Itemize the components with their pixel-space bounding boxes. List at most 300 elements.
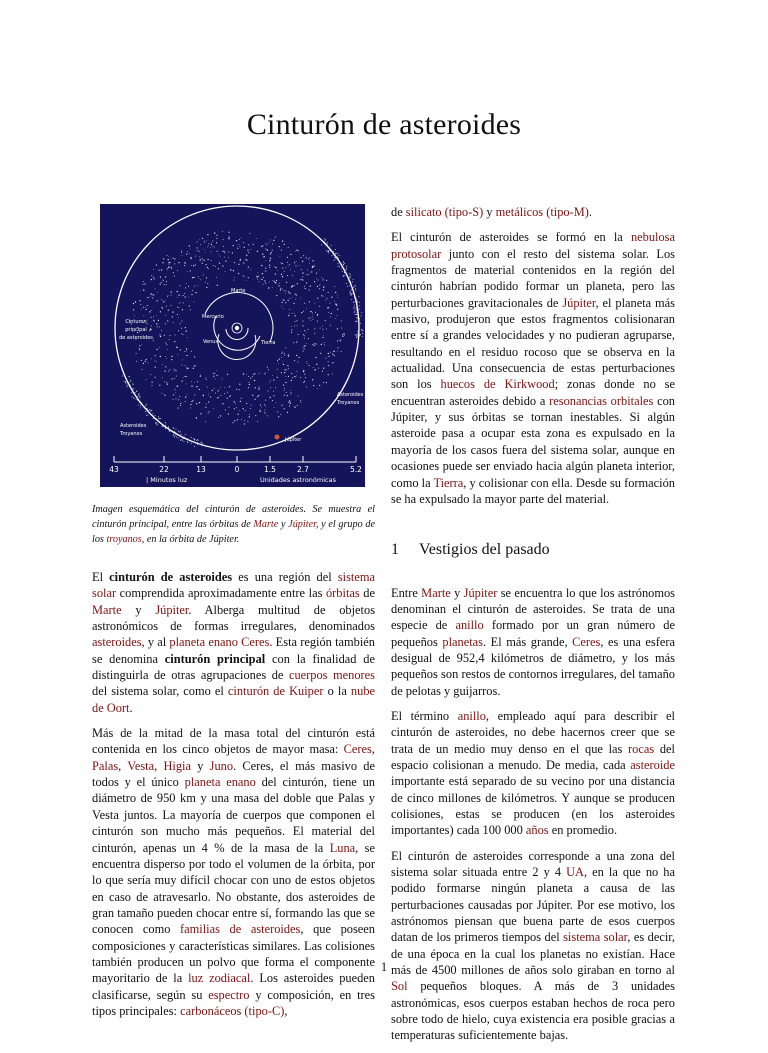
trojan-dot xyxy=(347,286,348,287)
asteroid-dot xyxy=(340,340,341,341)
asteroid-dot xyxy=(196,417,197,418)
asteroid-dot xyxy=(216,238,217,239)
asteroid-dot xyxy=(305,345,306,346)
asteroid-dot xyxy=(191,381,192,382)
asteroid-dot xyxy=(291,373,292,374)
trojan-dot xyxy=(356,335,357,336)
asteroid-dot xyxy=(175,370,176,371)
asteroid-dot xyxy=(297,325,298,326)
asteroid-dot xyxy=(155,288,156,289)
asteroid-dot xyxy=(194,356,195,357)
asteroid-dot xyxy=(164,370,165,371)
asteroid-dot xyxy=(332,354,333,355)
asteroid-dot xyxy=(296,371,297,372)
asteroid-dot xyxy=(277,369,278,370)
asteroid-dot xyxy=(272,287,273,288)
asteroid-dot xyxy=(175,392,176,393)
trojan-dot xyxy=(153,418,154,419)
asteroid-dot xyxy=(282,276,283,277)
asteroid-dot xyxy=(308,318,309,319)
asteroid-dot xyxy=(177,347,178,348)
asteroid-dot xyxy=(219,262,220,263)
paragraph: de silicato (tipo-S) y metálicos (tipo-M). xyxy=(391,205,592,219)
asteroid-dot xyxy=(206,240,207,241)
asteroid-dot xyxy=(243,242,244,243)
trojan-dot xyxy=(343,275,344,276)
asteroid-dot xyxy=(323,287,324,288)
asteroid-dot xyxy=(326,328,327,329)
asteroid-dot xyxy=(191,401,192,402)
asteroid-dot xyxy=(224,387,225,388)
asteroid-dot xyxy=(192,385,193,386)
asteroid-dot xyxy=(195,264,196,265)
asteroid-dot xyxy=(280,256,281,257)
link-marte[interactable]: Marte xyxy=(92,602,122,617)
asteroid-dot xyxy=(295,294,296,295)
asteroid-dot xyxy=(272,250,273,251)
asteroid-dot xyxy=(298,250,299,251)
link-orbitas[interactable]: órbitas xyxy=(325,586,360,601)
link-jupiter[interactable]: Júpiter xyxy=(288,519,316,530)
asteroid-dot xyxy=(146,309,147,310)
asteroid-dot xyxy=(309,301,310,302)
asteroid-dot xyxy=(170,335,171,336)
trojan-dot xyxy=(135,392,136,393)
asteroid-dot xyxy=(152,295,153,296)
asteroid-dot xyxy=(344,335,345,336)
asteroid-dot xyxy=(194,394,195,395)
asteroid-dot xyxy=(295,265,296,266)
asteroid-dot xyxy=(211,242,212,243)
asteroid-dot xyxy=(161,269,162,270)
asteroid-dot xyxy=(222,403,223,404)
asteroid-dot xyxy=(248,277,249,278)
asteroid-dot xyxy=(249,416,250,417)
link-higia[interactable]: Higia xyxy=(163,758,191,773)
trojan-dot xyxy=(356,308,357,309)
asteroid-dot xyxy=(240,260,241,261)
link-silicato[interactable]: silicato (tipo-S) xyxy=(405,205,484,219)
trojan-dot xyxy=(129,376,130,377)
link-ua[interactable]: UA xyxy=(566,865,584,880)
asteroid-dot xyxy=(284,394,285,395)
link-planetas[interactable]: planetas xyxy=(442,634,483,649)
link-anillo[interactable]: anillo xyxy=(455,618,484,633)
asteroid-dot xyxy=(314,370,315,371)
asteroid-dot xyxy=(306,257,307,258)
asteroid-dot xyxy=(250,378,251,379)
asteroid-dot xyxy=(197,250,198,251)
asteroid-dot xyxy=(190,270,191,271)
link-espectro[interactable]: espectro xyxy=(208,987,250,1002)
link-huecos-kirkwood[interactable]: huecos de Kirkwood xyxy=(440,377,555,392)
trojan-dot xyxy=(126,383,127,384)
asteroid-dot xyxy=(182,380,183,381)
asteroid-dot xyxy=(263,284,264,285)
asteroid-dot xyxy=(265,249,266,250)
asteroid-dot xyxy=(250,408,251,409)
asteroid-dot xyxy=(300,257,301,258)
asteroid-dot xyxy=(270,380,271,381)
asteroid-dot xyxy=(275,387,276,388)
asteroid-dot xyxy=(291,380,292,381)
trojan-dot xyxy=(158,418,159,419)
asteroid-dot xyxy=(223,266,224,267)
asteroid-dot xyxy=(213,408,214,409)
asteroid-dot xyxy=(156,324,157,325)
asteroid-dot xyxy=(322,329,323,330)
asteroid-dot xyxy=(259,281,260,282)
link-nebulosa-protosolar[interactable]: nebulosa protosolar xyxy=(391,230,675,261)
link-anillo[interactable]: anillo xyxy=(457,708,486,723)
asteroid-dot xyxy=(308,259,309,260)
asteroid-dot xyxy=(333,351,334,352)
asteroid-dot xyxy=(190,404,191,405)
asteroid-dot xyxy=(177,307,178,308)
link-palas[interactable]: Palas xyxy=(92,758,119,773)
asteroid-dot xyxy=(269,264,270,265)
asteroid-dot xyxy=(328,365,329,366)
trojan-dot xyxy=(351,294,352,295)
link-jupiter[interactable]: Júpiter xyxy=(562,295,596,310)
section-title: Vestigios del pasado xyxy=(419,541,550,559)
asteroid-dot xyxy=(205,377,206,378)
asteroid-dot xyxy=(229,236,230,237)
asteroid-dot xyxy=(218,397,219,398)
asteroid-dot xyxy=(171,267,172,268)
link-jupiter[interactable]: Júpiter xyxy=(155,602,189,617)
asteroid-dot xyxy=(203,395,204,396)
link-anos[interactable]: años xyxy=(525,823,549,838)
asteroid-dot xyxy=(302,260,303,261)
link-troyanos[interactable]: troyanos xyxy=(106,534,142,545)
asteroid-dot xyxy=(308,274,309,275)
trojan-dot xyxy=(180,431,181,432)
asteroid-dot xyxy=(295,251,296,252)
asteroid-dot xyxy=(183,377,184,378)
link-planeta-enano[interactable]: planeta enano xyxy=(169,635,238,650)
asteroid-dot xyxy=(146,359,147,360)
trojan-dot xyxy=(331,245,332,246)
asteroid-dot xyxy=(265,406,266,407)
link-familias-asteroides[interactable]: familias de asteroides xyxy=(180,922,301,937)
asteroid-dot xyxy=(168,295,169,296)
asteroid-dot xyxy=(174,258,175,259)
asteroid-dot xyxy=(269,282,270,283)
link-asteroide[interactable]: asteroide xyxy=(630,757,675,772)
trojan-dot xyxy=(326,250,327,251)
asteroid-dot xyxy=(256,276,257,277)
asteroid-dot xyxy=(244,247,245,248)
asteroid-dot xyxy=(159,347,160,348)
asteroid-dot xyxy=(280,288,281,289)
asteroid-dot xyxy=(286,369,287,370)
link-marte[interactable]: Marte xyxy=(253,519,279,530)
trojan-dot xyxy=(331,255,332,256)
asteroid-dot xyxy=(164,284,165,285)
asteroid-dot xyxy=(241,398,242,399)
asteroid-dot xyxy=(217,285,218,286)
link-luz-zodiacal[interactable]: luz zodiacal xyxy=(188,971,251,986)
asteroid-dot xyxy=(260,404,261,405)
asteroid-dot xyxy=(303,351,304,352)
asteroid-dot xyxy=(293,342,294,343)
asteroid-dot xyxy=(174,341,175,342)
asteroid-dot xyxy=(306,387,307,388)
trojan-dot xyxy=(355,314,356,315)
asteroid-dot xyxy=(277,377,278,378)
asteroid-dot xyxy=(178,330,179,331)
asteroid-dot xyxy=(186,376,187,377)
asteroid-dot xyxy=(217,398,218,399)
asteroid-dot xyxy=(287,300,288,301)
asteroid-dot xyxy=(279,246,280,247)
asteroid-dot xyxy=(282,361,283,362)
link-ceres[interactable]: Ceres xyxy=(241,635,270,650)
trojan-dot xyxy=(357,321,358,322)
link-cinturon-kuiper[interactable]: cinturón de Kuiper xyxy=(227,684,324,699)
asteroid-dot xyxy=(266,271,267,272)
asteroid-dot xyxy=(261,279,262,280)
asteroid-dot xyxy=(337,309,338,310)
asteroid-belt-diagram xyxy=(100,204,365,487)
asteroid-dot xyxy=(178,262,179,263)
asteroid-dot xyxy=(304,286,305,287)
asteroid-dot xyxy=(213,376,214,377)
asteroid-dot xyxy=(273,395,274,396)
asteroid-dot xyxy=(143,363,144,364)
asteroid-dot xyxy=(310,273,311,274)
paragraph: El término anillo, empleado aquí para describir el cinturón de asteroides, no debe hacernos creer que se trata de un medio muy denso en el que las rocas del espacio colisionan a menudo. De media, cada asteroide importante está separado de su vecino por una distancia de cinco millones de kilómetros. Y aunque se producen colisiones, estas se producen (en los asteroides importantes) cada 100 000 años en promedio. xyxy=(391,708,675,838)
asteroid-dot xyxy=(303,348,304,349)
asteroid-dot xyxy=(316,279,317,280)
asteroid-dot xyxy=(141,360,142,361)
asteroid-dot xyxy=(147,323,148,324)
asteroid-dot xyxy=(150,374,151,375)
asteroid-dot xyxy=(189,245,190,246)
asteroid-dot xyxy=(341,320,342,321)
trojan-dot xyxy=(355,285,356,286)
asteroid-dot xyxy=(248,267,249,268)
asteroid-dot xyxy=(203,260,204,261)
link-ceres[interactable]: Ceres xyxy=(572,634,601,649)
asteroid-dot xyxy=(248,252,249,253)
asteroid-dot xyxy=(171,305,172,306)
link-planeta-enano[interactable]: planeta enano xyxy=(184,775,256,790)
asteroid-dot xyxy=(165,323,166,324)
asteroid-dot xyxy=(168,256,169,257)
asteroid-dot xyxy=(249,414,250,415)
link-sol[interactable]: Sol xyxy=(391,979,408,994)
asteroid-dot xyxy=(173,322,174,323)
asteroid-dot xyxy=(181,333,182,334)
asteroid-dot xyxy=(222,251,223,252)
asteroid-dot xyxy=(304,330,305,331)
asteroid-dot xyxy=(145,361,146,362)
asteroid-dot xyxy=(199,251,200,252)
asteroid-dot xyxy=(288,293,289,294)
trojan-dot xyxy=(354,286,355,287)
asteroid-dot xyxy=(249,384,250,385)
asteroid-dot xyxy=(181,321,182,322)
asteroid-dot xyxy=(249,233,250,234)
asteroid-dot xyxy=(166,367,167,368)
link-sistema-solar[interactable]: sistema solar xyxy=(563,930,628,945)
link-resonancias-orbitales[interactable]: resonancias orbitales xyxy=(549,393,654,408)
asteroid-dot xyxy=(319,270,320,271)
asteroid-dot xyxy=(190,408,191,409)
asteroid-dot xyxy=(181,255,182,256)
asteroid-dot xyxy=(199,402,200,403)
trojan-dot xyxy=(165,425,166,426)
asteroid-dot xyxy=(202,238,203,239)
asteroid-dot xyxy=(265,271,266,272)
trojan-dot xyxy=(180,440,181,441)
asteroid-dot xyxy=(314,345,315,346)
asteroid-dot xyxy=(161,307,162,308)
asteroid-dot xyxy=(281,353,282,354)
asteroid-dot xyxy=(312,344,313,345)
link-carbonaceos[interactable]: carbonáceos (tipo-C) xyxy=(180,1003,285,1018)
asteroid-dot xyxy=(152,385,153,386)
asteroid-dot xyxy=(195,365,196,366)
asteroid-dot xyxy=(214,232,215,233)
scale-tick-label: 5.2 xyxy=(350,465,362,474)
asteroid-dot xyxy=(328,374,329,375)
asteroid-dot xyxy=(185,365,186,366)
link-tierra[interactable]: Tierra xyxy=(433,475,464,490)
asteroid-dot xyxy=(292,313,293,314)
asteroid-dot xyxy=(266,244,267,245)
asteroid-dot xyxy=(239,246,240,247)
asteroid-dot xyxy=(284,353,285,354)
trojan-dot xyxy=(125,382,126,383)
asteroid-dot xyxy=(200,239,201,240)
asteroid-dot xyxy=(146,379,147,380)
asteroid-dot xyxy=(178,354,179,355)
asteroid-dot xyxy=(190,309,191,310)
asteroid-dot xyxy=(302,261,303,262)
asteroid-dot xyxy=(166,306,167,307)
asteroid-dot xyxy=(171,268,172,269)
asteroid-dot xyxy=(197,381,198,382)
asteroid-dot xyxy=(172,378,173,379)
scale-tick-label: 22 xyxy=(159,465,169,474)
link-cuerpos-menores[interactable]: cuerpos menores xyxy=(288,668,375,683)
asteroid-dot xyxy=(180,285,181,286)
asteroid-dot xyxy=(246,280,247,281)
asteroid-dot xyxy=(296,250,297,251)
asteroid-dot xyxy=(317,298,318,299)
asteroid-dot xyxy=(162,308,163,309)
asteroid-dot xyxy=(334,286,335,287)
asteroid-dot xyxy=(208,411,209,412)
asteroid-dot xyxy=(232,252,233,253)
asteroid-dot xyxy=(295,321,296,322)
asteroid-dot xyxy=(233,245,234,246)
asteroid-dot xyxy=(268,369,269,370)
trojan-dot xyxy=(165,422,166,423)
asteroid-dot xyxy=(155,377,156,378)
asteroid-dot xyxy=(234,277,235,278)
asteroid-dot xyxy=(343,333,344,334)
asteroid-dot xyxy=(291,326,292,327)
asteroid-dot xyxy=(199,256,200,257)
asteroid-dot xyxy=(326,382,327,383)
trojan-dot xyxy=(328,251,329,252)
asteroid-dot xyxy=(306,361,307,362)
asteroid-dot xyxy=(270,257,271,258)
asteroid-dot xyxy=(285,302,286,303)
link-ceres[interactable]: Ceres xyxy=(343,742,372,757)
asteroid-dot xyxy=(149,330,150,331)
asteroid-dot xyxy=(277,360,278,361)
link-metalicos[interactable]: metálicos (tipo-M) xyxy=(495,205,589,219)
asteroid-dot xyxy=(283,390,284,391)
asteroid-dot xyxy=(222,231,223,232)
asteroid-dot xyxy=(200,376,201,377)
link-juno[interactable]: Juno xyxy=(209,758,234,773)
asteroid-dot xyxy=(318,368,319,369)
asteroid-dot xyxy=(172,311,173,312)
trojan-dot xyxy=(357,334,358,335)
asteroid-dot xyxy=(296,320,297,321)
trojan-dot xyxy=(355,334,356,335)
link-rocas[interactable]: rocas xyxy=(628,741,655,756)
asteroid-dot xyxy=(290,270,291,271)
trojan-dot xyxy=(349,273,350,274)
asteroid-dot xyxy=(281,274,282,275)
trojan-dot xyxy=(132,388,133,389)
asteroid-dot xyxy=(323,289,324,290)
asteroid-dot xyxy=(236,240,237,241)
label-marte: Marte xyxy=(231,288,246,294)
asteroid-dot xyxy=(170,370,171,371)
asteroid-dot xyxy=(285,376,286,377)
asteroid-dot xyxy=(162,262,163,263)
asteroid-dot xyxy=(153,316,154,317)
jupiter-planet xyxy=(275,435,280,440)
asteroid-dot xyxy=(323,296,324,297)
asteroid-dot xyxy=(184,351,185,352)
asteroid-dot xyxy=(175,335,176,336)
link-luna[interactable]: Luna xyxy=(329,840,356,855)
asteroid-dot xyxy=(324,286,325,287)
asteroid-dot xyxy=(279,283,280,284)
link-jupiter[interactable]: Júpiter xyxy=(463,585,498,600)
asteroid-dot xyxy=(211,244,212,245)
asteroid-dot xyxy=(143,315,144,316)
asteroid-dot xyxy=(294,285,295,286)
trojan-dot xyxy=(138,395,139,396)
asteroid-dot xyxy=(257,421,258,422)
asteroid-dot xyxy=(156,323,157,324)
asteroid-dot xyxy=(159,326,160,327)
asteroid-dot xyxy=(284,388,285,389)
asteroid-dot xyxy=(182,309,183,310)
asteroid-dot xyxy=(287,365,288,366)
link-asteroides[interactable]: asteroides xyxy=(92,635,142,650)
link-marte[interactable]: Marte xyxy=(421,585,451,600)
asteroid-dot xyxy=(206,386,207,387)
asteroid-dot xyxy=(314,328,315,329)
link-nube-oort[interactable]: nube de Oort xyxy=(92,684,376,715)
asteroid-dot xyxy=(218,268,219,269)
link-vesta[interactable]: Vesta xyxy=(127,758,155,773)
trojan-dot xyxy=(353,287,354,288)
link-sistema-solar[interactable]: sistema solar xyxy=(92,570,376,601)
asteroid-dot xyxy=(180,349,181,350)
